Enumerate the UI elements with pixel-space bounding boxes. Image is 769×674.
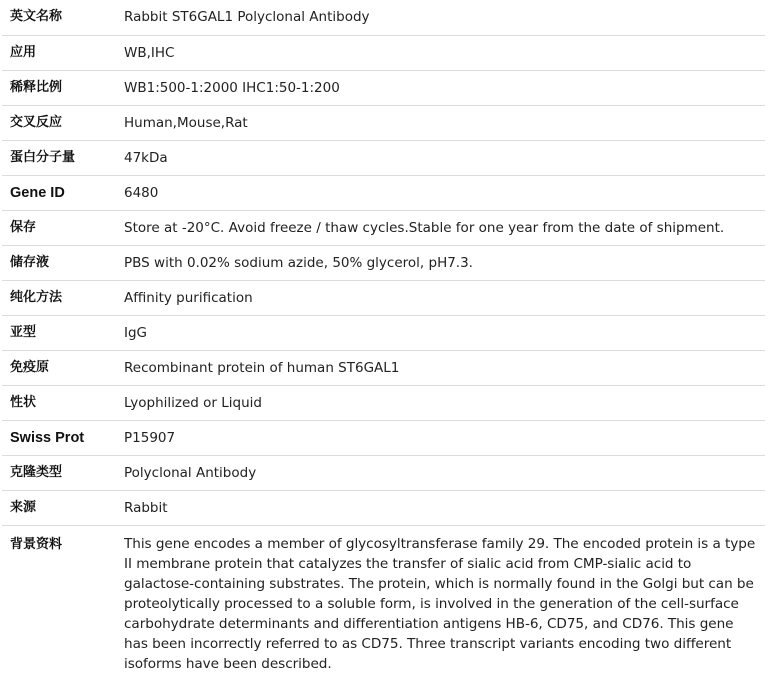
spec-label: 性状 — [10, 394, 37, 410]
spec-label: 来源 — [10, 499, 37, 515]
spec-value: P15907 — [124, 429, 176, 446]
spec-label: 纯化方法 — [10, 289, 63, 305]
spec-value: Polyclonal Antibody — [124, 464, 257, 481]
spec-row-isotype — [2, 315, 765, 350]
spec-label: Swiss Prot — [10, 429, 85, 446]
spec-label: 背景资料 — [10, 536, 63, 552]
spec-value: Recombinant protein of human ST6GAL1 — [124, 359, 400, 376]
spec-value: WB,IHC — [124, 44, 175, 61]
spec-row-storage — [2, 210, 765, 245]
spec-row-host — [2, 490, 765, 525]
spec-value: Rabbit — [124, 499, 168, 516]
spec-row-buffer — [2, 245, 765, 280]
spec-value: 6480 — [124, 184, 159, 201]
spec-row-form — [2, 385, 765, 420]
spec-label: 蛋白分子量 — [10, 149, 76, 165]
spec-value: 47kDa — [124, 149, 168, 166]
spec-value: Human,Mouse,Rat — [124, 114, 248, 131]
spec-value: Lyophilized or Liquid — [124, 394, 262, 411]
spec-value: Rabbit ST6GAL1 Polyclonal Antibody — [124, 9, 370, 25]
spec-label: 亚型 — [10, 324, 37, 340]
spec-row-clonality — [2, 455, 765, 490]
spec-value: IgG — [124, 324, 148, 341]
spec-label: 克隆类型 — [10, 464, 63, 480]
spec-label: 储存液 — [10, 254, 50, 270]
spec-value: PBS with 0.02% sodium azide, 50% glycerol, pH7.3. — [124, 254, 473, 271]
spec-label: 交叉反应 — [10, 114, 63, 130]
spec-row-application — [2, 35, 765, 70]
spec-row-background — [2, 525, 765, 674]
spec-label: 免疫原 — [10, 359, 50, 375]
spec-row-molecular-weight — [2, 140, 765, 175]
spec-row-dilution — [2, 70, 765, 105]
spec-value: WB1:500-1:2000 IHC1:50-1:200 — [124, 79, 340, 96]
spec-row-english-name — [2, 0, 765, 35]
spec-label: 英文名称 — [10, 9, 63, 24]
spec-label: Gene ID — [10, 184, 65, 201]
spec-label: 应用 — [10, 44, 37, 60]
antibody-spec-table — [2, 0, 765, 674]
spec-row-swiss-prot — [2, 420, 765, 455]
spec-row-reactivity — [2, 105, 765, 140]
spec-label: 稀释比例 — [10, 79, 63, 95]
spec-row-purification — [2, 280, 765, 315]
spec-value: Affinity purification — [124, 289, 253, 306]
spec-row-immunogen — [2, 350, 765, 385]
spec-value: Store at -20°C. Avoid freeze / thaw cycles.Stable for one year from the date of shipment. — [124, 219, 725, 236]
spec-description: This gene encodes a member of glycosyltransferase family 29. The encoded protein is a type II membrane protein that catalyzes the transfer of sialic acid from CMP-sialic acid to galactose-containing substrates. The protein, which is normally found in the Golgi but can be proteolytically processed to a soluble form, is involved in the generation of the cell-surface carbohydrate determinants and differentiation antigens HB-6, CD75, and CD76. This gene has been incorrectly referred to as CD75. Three transcript variants encoding two different isoforms have been described. — [124, 535, 756, 672]
spec-row-gene-id — [2, 175, 765, 210]
spec-label: 保存 — [10, 219, 37, 235]
